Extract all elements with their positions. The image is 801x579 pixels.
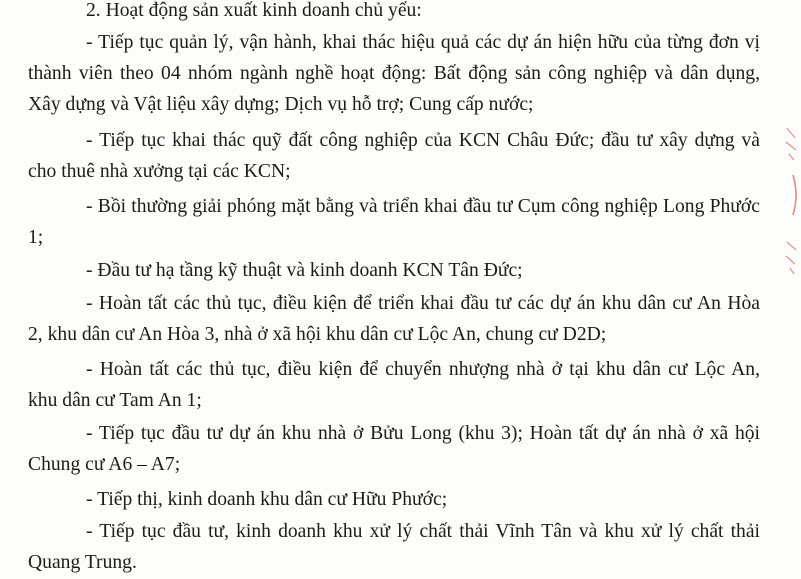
bullet-item-line: 2, khu dân cư An Hòa 3, nhà ở xã hội khu dân cư Lộc An, chung cư D2D;: [28, 324, 607, 345]
bullet-item-line: thành viên theo 04 nhóm ngành nghề hoạt động: Bất động sản công nghiệp và dân dụng,: [28, 63, 760, 84]
bullet-item-line: - Hoàn tất các thủ tục, điều kiện để chuyển nhượng nhà ở tại khu dân cư Lộc An,: [86, 359, 760, 380]
bullet-item-line: - Tiếp tục đầu tư dự án khu nhà ở Bửu Long (khu 3); Hoàn tất dự án nhà ở xã hội: [86, 423, 760, 444]
bullet-item-line: 1;: [28, 227, 44, 248]
stamp-fragment-icon: [781, 120, 801, 280]
bullet-item-line: - Tiếp tục khai thác quỹ đất công nghiệp của KCN Châu Đức; đầu tư xây dựng và: [86, 130, 760, 151]
bullet-item-line: Chung cư A6 – A7;: [28, 454, 181, 475]
bullet-item-line: Quang Trung.: [28, 552, 137, 573]
bullet-item-line: cho thuê nhà xưởng tại các KCN;: [28, 161, 291, 182]
bullet-item-line: khu dân cư Tam An 1;: [28, 390, 202, 411]
bullet-item-line: - Bồi thường giải phóng mặt bằng và triển khai đầu tư Cụm công nghiệp Long Phước: [86, 196, 760, 217]
section-heading: 2. Hoạt động sản xuất kinh doanh chủ yếu:: [86, 0, 422, 21]
bullet-item-line: - Đầu tư hạ tầng kỹ thuật và kinh doanh KCN Tân Đức;: [86, 260, 523, 281]
bullet-item-line: - Tiếp tục quản lý, vận hành, khai thác hiệu quả các dự án hiện hữu của từng đơn vị: [86, 32, 760, 53]
bullet-item-line: - Hoàn tất các thủ tục, điều kiện để triển khai đầu tư các dự án khu dân cư An Hòa: [86, 293, 760, 314]
bullet-item-line: - Tiếp tục đầu tư, kinh doanh khu xử lý chất thải Vĩnh Tân và khu xử lý chất thải: [86, 521, 760, 542]
bullet-item-line: Xây dựng và Vật liệu xây dựng; Dịch vụ hỗ trợ; Cung cấp nước;: [28, 94, 534, 115]
bullet-item-line: - Tiếp thị, kinh doanh khu dân cư Hữu Phước;: [86, 489, 448, 510]
